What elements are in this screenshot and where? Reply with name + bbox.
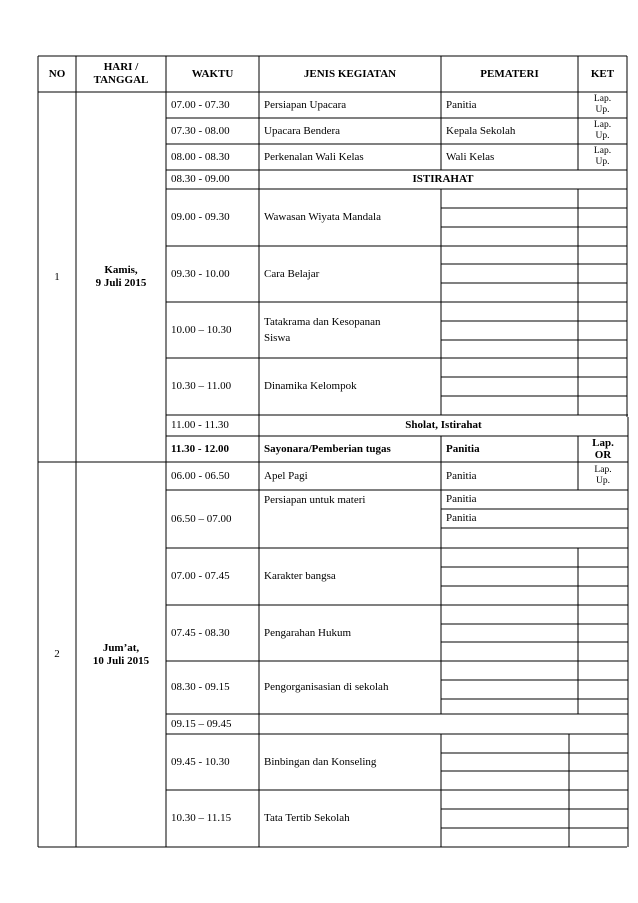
- day1-session3-waktu: 10.00 – 10.30: [171, 323, 232, 336]
- ket-line2: Up.: [595, 157, 610, 167]
- ket-line2: OR: [594, 449, 612, 461]
- day2-persiapan-kegiatan: Persiapan untuk materi: [264, 493, 366, 506]
- kegiatan-line2: Siswa: [264, 332, 291, 344]
- day2-persiapan-pemateri2: Panitia: [446, 512, 477, 524]
- header-jenis-kegiatan: JENIS KEGIATAN: [303, 67, 397, 80]
- day1-closing-waktu: 11.30 - 12.00: [171, 442, 230, 455]
- day2-session1-waktu: 07.00 - 07.45: [171, 570, 230, 582]
- header-no: NO: [48, 67, 66, 80]
- day1-row2-kegiatan: Upacara Bendera: [264, 124, 341, 137]
- day1-closing-ket: [578, 436, 628, 462]
- day2-persiapan-waktu: 06.50 – 07.00: [171, 512, 232, 525]
- day2-session2-waktu: 07.45 - 08.30: [171, 626, 230, 639]
- header-hari: HARI /: [103, 61, 139, 73]
- day2-session3-kegiatan: Pengorganisasian di sekolah: [264, 681, 389, 693]
- day1-row1-pemateri: Panitia: [446, 98, 477, 111]
- day2-apel-waktu: 06.00 - 06.50: [171, 469, 230, 482]
- day1-session1-kegiatan: Wawasan Wiyata Mandala: [264, 211, 381, 223]
- day1-session1-waktu: 09.00 - 09.30: [171, 211, 230, 223]
- day2-date: 10 Juli 2015: [92, 654, 150, 667]
- ket-line1: Lap.: [593, 120, 612, 130]
- ket-line2: Up.: [595, 105, 610, 115]
- day1-break1-label: ISTIRAHAT: [412, 173, 474, 185]
- day1-row3-waktu: 08.00 - 08.30: [171, 150, 230, 163]
- ket-line1: Lap.: [594, 465, 612, 475]
- kegiatan-line1: Tatakrama dan Kesopanan: [264, 316, 381, 328]
- day2-number: 2: [54, 648, 60, 660]
- day1-session4-waktu: 10.30 – 11.00: [171, 380, 232, 392]
- ket-line2: Up.: [595, 131, 610, 141]
- day1-row1-kegiatan: Persiapan Upacara: [264, 98, 347, 111]
- day2-session3-waktu: 08.30 - 09.15: [171, 681, 230, 693]
- day1-number: 1: [54, 270, 60, 283]
- day2-session5-waktu: 10.30 – 11.15: [171, 812, 232, 824]
- day2-session5-kegiatan: Tata Tertib Sekolah: [264, 812, 350, 824]
- day1-session2-kegiatan: Cara Belajar: [264, 267, 320, 280]
- ket-line1: Lap.: [592, 437, 614, 449]
- day1-row3-ket: [578, 144, 627, 170]
- ket-line1: Lap.: [593, 94, 612, 104]
- day1-closing-pemateri: Panitia: [446, 442, 480, 455]
- day2-apel-pemateri: Panitia: [446, 469, 477, 482]
- day2-persiapan-pemateri1: Panitia: [446, 493, 477, 505]
- header-hari-tanggal: [76, 56, 166, 92]
- day1-break2-label: Sholat, Istirahat: [405, 419, 482, 431]
- day2-apel-kegiatan: Apel Pagi: [264, 469, 308, 482]
- day2-session2-kegiatan: Pengarahan Hukum: [264, 626, 352, 639]
- day1-session3-kegiatan: [259, 302, 441, 358]
- day1-row1-waktu: 07.00 - 07.30: [171, 98, 230, 111]
- ket-line2: Up.: [596, 476, 610, 486]
- header-tanggal: TANGGAL: [93, 74, 149, 86]
- day1-date: 9 Juli 2015: [95, 277, 147, 289]
- day1-row2-pemateri: Kepala Sekolah: [446, 124, 516, 137]
- day1-row3-kegiatan: Perkenalan Wali Kelas: [264, 150, 364, 163]
- day2-session4-waktu: 09.45 - 10.30: [171, 755, 230, 768]
- day1-break1-waktu: 08.30 - 09.00: [171, 173, 230, 185]
- header-pemateri: PEMATERI: [480, 67, 539, 80]
- day2-session4-kegiatan: Binbingan dan Konseling: [264, 755, 377, 768]
- day1-session4-kegiatan: Dinamika Kelompok: [264, 380, 357, 392]
- day2-apel-ket: [578, 462, 628, 490]
- day1-break2-waktu: 11.00 - 11.30: [171, 419, 229, 431]
- day1-closing-kegiatan: Sayonara/Pemberian tugas: [264, 442, 391, 455]
- day1-row3-pemateri: Wali Kelas: [446, 150, 495, 163]
- day1-row1-ket: [578, 92, 627, 118]
- header-ket: KET: [590, 67, 615, 80]
- day2-session1-kegiatan: Karakter bangsa: [264, 570, 336, 582]
- ket-line1: Lap.: [593, 146, 612, 156]
- day1-row2-ket: [578, 118, 627, 144]
- day2-day: Jum’at,: [102, 641, 140, 654]
- day2-date-cell: [76, 462, 166, 847]
- header-waktu: WAKTU: [191, 67, 234, 80]
- day1-row2-waktu: 07.30 - 08.00: [171, 124, 230, 137]
- day1-day: Kamis,: [104, 264, 138, 276]
- day2-break1-waktu: 09.15 – 09.45: [171, 717, 232, 730]
- day1-date-cell: [76, 92, 166, 462]
- day1-session2-waktu: 09.30 - 10.00: [171, 267, 230, 280]
